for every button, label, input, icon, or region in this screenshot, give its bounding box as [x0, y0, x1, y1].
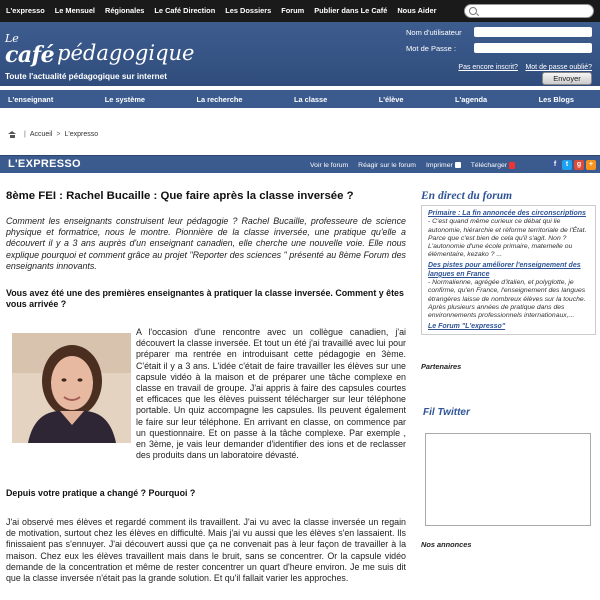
topnav-item-regionales[interactable]: Régionales	[104, 6, 145, 15]
password-label: Mot de Passe :	[406, 43, 457, 53]
forum-post-link[interactable]: Primaire : La fin annoncée des circonscriptions	[428, 210, 586, 217]
secnav-item-agenda[interactable]: L'agenda	[455, 94, 488, 104]
download-link[interactable]	[471, 162, 515, 169]
article-title: 8ème FEI : Rachel Bucaille : Que faire après la classe inversée ?	[6, 190, 354, 202]
portrait-illustration	[12, 333, 131, 443]
topnav-item-publier[interactable]: Publier dans Le Café	[314, 6, 388, 15]
logo-le[interactable]: Le	[5, 32, 19, 45]
article-intro: Comment les enseignants construisent leur pédagogie ? Rachel Bucaille, professeure de science physique et formatrice, nous le montre. Pionnière de la classe inversée, une pratique qu'elle a découvert il y a 3 ans auprès d'un enseignant canadien, elle cherche une nouvelle voie. Elle nous explique pourquoi et comment grâce au projet "Reporter des sciences " présenté au 8ème Forum des enseignants innovants.	[6, 216, 406, 271]
topnav-item-forum[interactable]: Forum	[281, 6, 305, 15]
forum-post-link[interactable]: Des pistes pour améliorer l'enseignement des langues en France	[428, 262, 581, 278]
expresso-bar	[0, 155, 600, 173]
search-input[interactable]	[464, 4, 594, 18]
forum-title: En direct du forum	[421, 190, 513, 202]
password-field[interactable]	[474, 43, 592, 53]
site-header	[0, 22, 600, 86]
article-question-2: Depuis votre pratique a changé ? Pourquoi ?	[6, 488, 196, 498]
username-field[interactable]	[474, 27, 592, 37]
topnav-item-nous-aider[interactable]: Nous Aider	[397, 6, 437, 15]
breadcrumb-arrow-icon: >	[56, 131, 61, 138]
secnav-item-blogs[interactable]: Les Blogs	[538, 94, 574, 104]
share-icon[interactable]: +	[586, 160, 596, 170]
secnav-item-systeme[interactable]: Le système	[104, 94, 146, 104]
ads-label: Nos annonces	[421, 540, 472, 549]
download-label: Télécharger	[470, 161, 508, 169]
section-navigation	[0, 90, 600, 108]
forum-post-excerpt: - C'est quand même curieux ce débat qui lie autonomie, hiérarchie et réforme territoriale de l'État. Parce que c'est bien de cela qu'il s'agit. Non ? L'autonomie d'une école primaire, matemelle ou élémentaire, kezako ? ...	[428, 218, 587, 259]
pdf-icon	[509, 162, 515, 169]
secnav-item-classe[interactable]: La classe	[293, 94, 328, 104]
view-forum-label: Voir le forum	[310, 161, 349, 169]
secnav-item-recherche[interactable]: La recherche	[196, 94, 243, 104]
site-tagline: Toute l'actualité pédagogique sur internet	[5, 72, 167, 81]
facebook-icon[interactable]: f	[550, 160, 560, 170]
twitter-title: Fil Twitter	[423, 407, 470, 418]
username-label: Nom d'utilisateur	[406, 27, 462, 37]
top-navigation	[0, 0, 600, 22]
view-forum-link[interactable]	[310, 162, 348, 169]
search-icon	[469, 7, 477, 15]
social-share	[550, 160, 596, 170]
forgot-password-link[interactable]: Mot de passe oublié?	[525, 64, 592, 71]
google-icon[interactable]: g	[574, 160, 584, 170]
topnav-item-expresso[interactable]: L'expresso	[6, 6, 45, 15]
print-link[interactable]	[426, 162, 461, 169]
twitter-feed[interactable]	[425, 433, 591, 526]
secnav-item-eleve[interactable]: L'élève	[378, 94, 404, 104]
forum-box	[421, 205, 596, 335]
print-label: Imprimer	[425, 161, 453, 169]
portrait-photo	[12, 333, 131, 443]
register-link[interactable]: Pas encore inscrit?	[458, 64, 518, 71]
logo-cafe[interactable]: café	[5, 42, 55, 68]
section-title: L'EXPRESSO	[8, 158, 81, 170]
home-icon[interactable]	[8, 131, 16, 138]
react-forum-link[interactable]	[358, 162, 416, 169]
twitter-icon[interactable]: t	[562, 160, 572, 170]
article-paragraph-1: A l'occasion d'une rencontre avec un collègue canadien, j'ai découvert la classe inversée. Et tout un été j'ai travaillé avec lui pour préparer ma rentrée en introduisant cette pédagogie en 3ème. C'était il y a 3 ans. L'idée c'était de faire travailler les élèves sur une capsule vidéo à la maison et de préparer une tâche complexe en classe en travail de groupe. J'ai appris à faire des capsules courtes et efficaces que les élèves puissent télécharger sur leur téléphone portable. Un quiz accompagne les capsules. Ils peuvent également le faire sur leur téléphone. En arrivant en classe, on commence par un questionnaire. Et on passe à la tâche complexe. Par exemple , en 3ème, je vais leur demander d'identifier des ions et de reclasser des produits dans un laboratoire dévasté.	[136, 327, 406, 461]
logo-pedagogique[interactable]: pédagogique	[57, 41, 195, 65]
partners-label: Partenaires	[421, 362, 462, 371]
forum-footer-link[interactable]: Le Forum "L'expresso"	[428, 323, 506, 331]
article-paragraph-2: J'ai observé mes élèves et regardé comment ils travaillent. J'ai vu avec la classe inversée un regain de motivation, surtout chez les élèves en difficulté. Mais j'ai vu aussi que les élèves s'en lassaient. Ils finissaient pas s'ennuyer. J'ai découvert aussi que ça ne convenait pas à leur façon de travailler à la maison. Chez eux les élèves travaillent mais dans le bruit, sans se concentrer. Or la capsule vidéo demande de la concentration et même de rester concentrer un quart d'heure environ. Je me suis dit que la classe inversée n'était pas la grande solution. Et qu'il fallait varier les approches.	[6, 517, 406, 584]
login-form	[406, 24, 592, 71]
article-question-1: Vous avez été une des premières enseignantes à pratiquer la classe inversée. Comment y êtes vous arrivée ?	[6, 288, 404, 310]
breadcrumb	[8, 131, 98, 138]
topnav-item-dossiers[interactable]: Les Dossiers	[225, 6, 272, 15]
topnav-item-mensuel[interactable]: Le Mensuel	[54, 6, 95, 15]
secnav-item-enseignant[interactable]: L'enseignant	[8, 94, 54, 104]
login-submit-button[interactable]: Envoyer	[542, 72, 592, 85]
breadcrumb-current[interactable]: L'expresso	[64, 131, 99, 138]
print-icon	[455, 162, 461, 168]
breadcrumb-home[interactable]: Accueil	[29, 131, 53, 138]
breadcrumb-separator: |	[24, 131, 26, 138]
article	[6, 190, 406, 584]
right-sidebar	[421, 190, 596, 549]
topnav-item-cafe-direction[interactable]: Le Café Direction	[154, 6, 216, 15]
forum-post-excerpt: - Normalienne, agrégée d'italien, et polyglotte, je confirme, qu'en France, l'enseignement des langues étrangères laisse de nombreux élèves sur la touche. Après plusieurs années de pratique dans des environnements professionnels internationaux,...	[428, 279, 586, 320]
react-forum-label: Réagir sur le forum	[358, 161, 416, 169]
